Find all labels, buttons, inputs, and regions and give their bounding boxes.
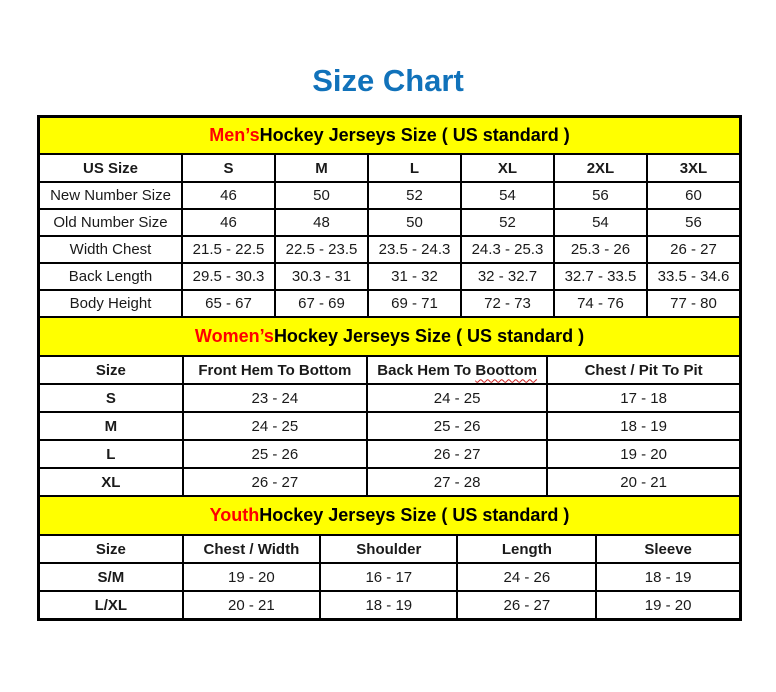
column-header: Front Hem To Bottom [183,356,367,384]
table-cell: 60 [647,182,740,209]
womens-header-highlight: Women’s [194,326,274,347]
youth-header-rest: Hockey Jerseys Size ( US standard ) [259,505,570,526]
row-label: S [39,384,183,412]
table-cell: 48 [275,209,368,236]
table-row [39,236,740,263]
table-cell: 56 [647,209,740,236]
table-row [39,182,740,209]
table-row [39,440,740,468]
mens-section-header [38,116,741,153]
column-header-text: Back Hem To [377,361,476,379]
youth-size-section [38,497,741,620]
table-cell: 56 [554,182,647,209]
womens-header-rest: Hockey Jerseys Size ( US standard ) [273,326,585,347]
table-cell: 74 - 76 [554,290,647,317]
table-row [39,384,740,412]
womens-size-section [38,318,741,497]
table-row [39,209,740,236]
table-cell: 52 [461,209,554,236]
table-cell: 54 [461,182,554,209]
column-header: Size [39,535,183,563]
column-header: S [182,154,275,182]
column-header: Sleeve [596,535,740,563]
table-cell: 29.5 - 30.3 [182,263,275,290]
table-cell: 72 - 73 [461,290,554,317]
header-row [39,535,740,563]
table-row [39,290,740,317]
table-cell: 17 - 18 [547,384,740,412]
header-row [39,356,740,384]
column-header: Chest / Pit To Pit [547,356,740,384]
table-cell: 52 [368,182,461,209]
header-row [39,154,740,182]
youth-header-highlight: Youth [209,505,260,526]
table-cell: 25 - 26 [367,412,547,440]
table-cell: 18 - 19 [596,563,740,591]
table-cell: 19 - 20 [183,563,320,591]
row-label: Width Chest [39,236,182,263]
table-cell: 32 - 32.7 [461,263,554,290]
table-cell: 16 - 17 [320,563,457,591]
mens-size-table [38,153,741,318]
row-label: Back Length [39,263,182,290]
table-row [39,412,740,440]
row-label: L/XL [39,591,183,619]
table-cell: 25 - 26 [183,440,367,468]
column-header: M [275,154,368,182]
table-cell: 65 - 67 [182,290,275,317]
column-header: L [368,154,461,182]
table-cell: 77 - 80 [647,290,740,317]
column-header: XL [461,154,554,182]
row-label: Body Height [39,290,182,317]
table-cell: 24.3 - 25.3 [461,236,554,263]
table-cell: 18 - 19 [320,591,457,619]
row-label: L [39,440,183,468]
table-cell: 26 - 27 [367,440,547,468]
table-cell: 23.5 - 24.3 [368,236,461,263]
table-cell: 19 - 20 [596,591,740,619]
column-header: Chest / Width [183,535,320,563]
column-header: Length [457,535,596,563]
table-cell: 23 - 24 [183,384,367,412]
table-cell: 69 - 71 [368,290,461,317]
mens-size-section [38,116,741,318]
table-cell: 46 [182,182,275,209]
table-cell: 26 - 27 [183,468,367,496]
row-label: S/M [39,563,183,591]
table-cell: 30.3 - 31 [275,263,368,290]
table-cell: 26 - 27 [457,591,596,619]
table-row [39,591,740,619]
table-cell: 20 - 21 [183,591,320,619]
table-cell: 24 - 26 [457,563,596,591]
table-cell: 50 [368,209,461,236]
table-row [39,468,740,496]
mens-header-rest: Hockey Jerseys Size ( US standard ) [259,125,570,146]
column-header: Shoulder [320,535,457,563]
row-label: XL [39,468,183,496]
column-header: 2XL [554,154,647,182]
youth-section-header [38,497,741,534]
column-header [367,356,547,384]
table-row [39,263,740,290]
table-cell: 33.5 - 34.6 [647,263,740,290]
misspelled-word: Boottom [475,361,538,379]
column-header: Size [39,356,183,384]
table-cell: 19 - 20 [547,440,740,468]
table-cell: 50 [275,182,368,209]
mens-header-highlight: Men’s [209,125,260,146]
womens-section-header [38,318,741,355]
column-header: US Size [39,154,182,182]
table-cell: 46 [182,209,275,236]
table-cell: 24 - 25 [367,384,547,412]
table-cell: 31 - 32 [368,263,461,290]
row-label: New Number Size [39,182,182,209]
row-label: M [39,412,183,440]
youth-size-table [38,534,741,620]
table-cell: 27 - 28 [367,468,547,496]
table-cell: 22.5 - 23.5 [275,236,368,263]
table-cell: 67 - 69 [275,290,368,317]
table-cell: 32.7 - 33.5 [554,263,647,290]
table-cell: 54 [554,209,647,236]
table-cell: 20 - 21 [547,468,740,496]
row-label: Old Number Size [39,209,182,236]
table-row [39,563,740,591]
table-cell: 18 - 19 [547,412,740,440]
page-title: Size Chart [312,63,464,98]
table-cell: 25.3 - 26 [554,236,647,263]
column-header: 3XL [647,154,740,182]
table-cell: 21.5 - 22.5 [182,236,275,263]
size-chart [37,115,742,621]
table-cell: 24 - 25 [183,412,367,440]
table-cell: 26 - 27 [647,236,740,263]
womens-size-table [38,355,741,497]
